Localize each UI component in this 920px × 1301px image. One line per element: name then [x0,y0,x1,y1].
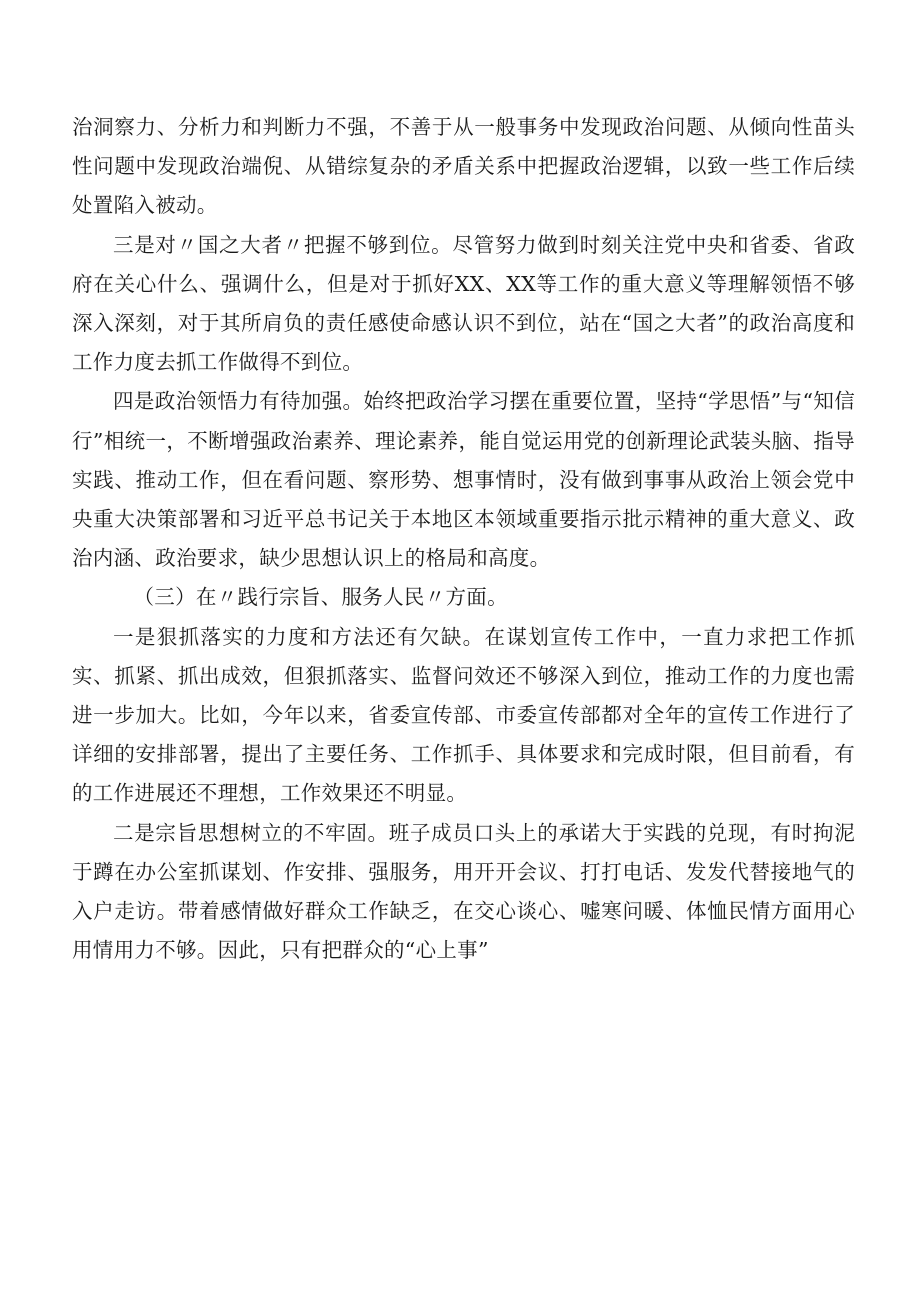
paragraph-point-four: 四是政治领悟力有待加强。始终把政治学习摆在重要位置，坚持“学思悟”与“知信行”相统一，不断增强政治素养、理论素养，能自觉运用党的创新理论武装头脑、指导实践、推动工作，但在看问题、察形势、想事情时，没有做到事事从政治上领会党中央重大决策部署和习近平总书记关于本地区本领域重要指示批示精神的重大意义、政治内涵、政治要求，缺少思想认识上的格局和高度。 [72,389,855,571]
paragraph-continuation: 治洞察力、分析力和判断力不强，不善于从一般事务中发现政治问题、从倾向性苗头性问题中发现政治端倪、从错综复杂的矛盾关系中把握政治逻辑，以致一些工作后续处置陷入被动。 [72,115,855,218]
section-heading-three: （三）在〃践行宗旨、服务人民〃方面。 [133,585,508,610]
document-body [72,108,855,970]
paragraph-point-two: 二是宗旨思想树立的不牢固。班子成员口头上的承诺大于实践的兑现，有时拘泥于蹲在办公室抓谋划、作安排、强服务，用开开会议、打打电话、发发代替接地气的入户走访。带着感情做好群众工作缺乏，在交心谈心、嘘寒问暖、体恤民情方面用心用情用力不够。因此，只有把群众的“心上事” [72,820,855,963]
paragraph-point-one: 一是狠抓落实的力度和方法还有欠缺。在谋划宣传工作中，一直力求把工作抓实、抓紧、抓出成效，但狠抓落实、监督问效还不够深入到位，推动工作的力度也需进一步加大。比如，今年以来，省委宣传部、市委宣传部都对全年的宣传工作进行了详细的安排部署，提出了主要任务、工作抓手、具体要求和完成时限，但目前看，有的工作进展还不理想，工作效果还不明显。 [72,624,855,806]
paragraph-point-three: 三是对〃国之大者〃把握不够到位。尽管努力做到时刻关注党中央和省委、省政府在关心什么、强调什么，但是对于抓好XX、XX等工作的重大意义等理解领悟不够深入深刻，对于其所肩负的责任感使命感认识不到位，站在“国之大者”的政治高度和工作力度去抓工作做得不到位。 [72,232,855,375]
